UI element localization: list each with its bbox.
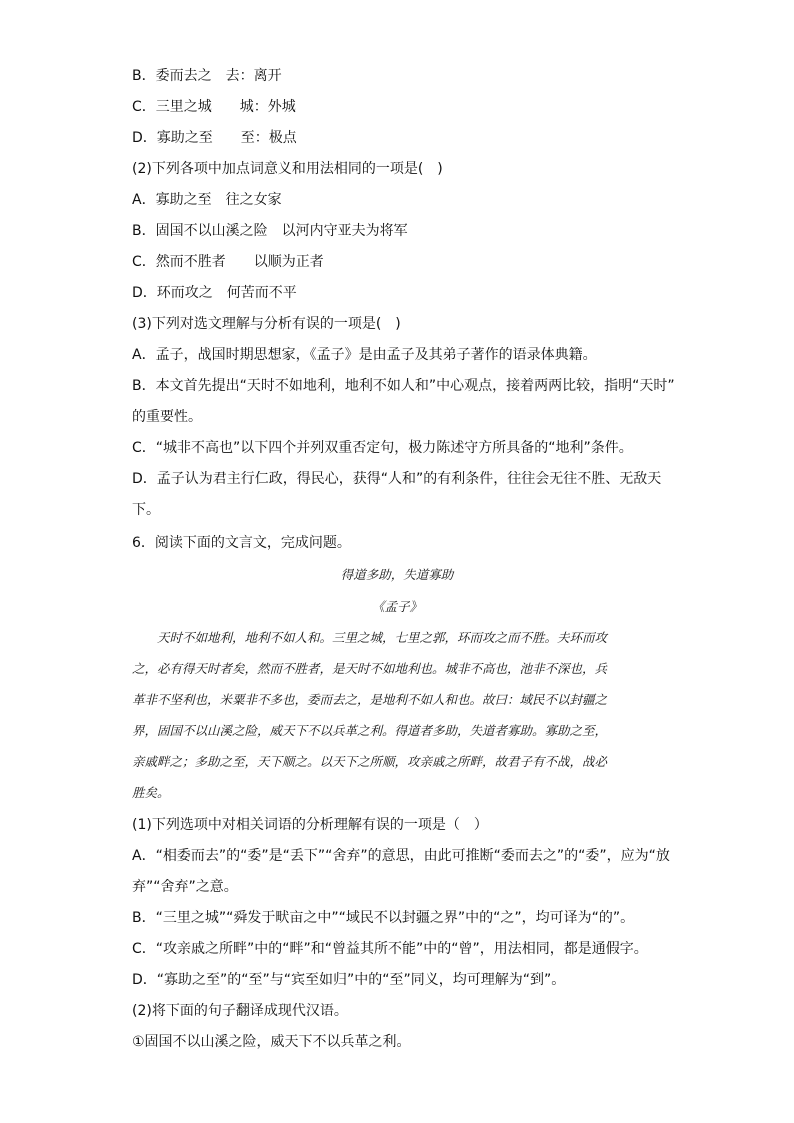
question-6-stem: 6．阅读下面的文言文，完成问题。 [132,535,351,551]
translation-item: ①固国不以山溪之险，威天下不以兵革之利。 [132,1034,411,1050]
option-a: A．孟子，战国时期思想家，《孟子》是由孟子及其弟子著作的语录体典籍。 [132,347,597,363]
option-a: A．寡助之至 往之女家 [132,192,282,208]
passage-line: 界，固国不以山溪之险，威天下不以兵革之利。得道者多助，失道者寡助。寡助之至， [132,723,608,738]
option-c: C．然而不胜者 以顺为正者 [132,254,324,270]
option-b: B．固国不以山溪之险 以河内守亚夫为将军 [132,223,408,239]
passage-author: 《孟子》 [371,599,422,614]
option-d: D．寡助之至 至：极点 [132,130,297,146]
question-stem: (1)下列选项中对相关词语的分析理解有误的一项是（ ） [132,817,488,833]
question-stem: (3)下列对选文理解与分析有误的一项是( ) [132,316,401,332]
passage-line: 胜矣。 [132,785,170,800]
option-b: B．委而去之 去：离开 [132,68,282,84]
passage-line: 之，必有得天时者矣，然而不胜者，是天时不如地利也。城非不高也，池非不深也，兵 [132,661,608,676]
option-b: B．本文首先提出“天时不如地利，地利不如人和”中心观点，接着两两比较，指明“天时” [132,378,675,394]
passage-line: 亲戚畔之；多助之至，天下顺之。以天下之所顺，攻亲戚之所畔，故君子有不战，战必 [132,754,608,769]
option-b-continued: 的重要性。 [132,409,202,425]
question-stem: (2)下列各项中加点词意义和用法相同的一项是( ) [132,161,443,177]
passage-line: 革非不坚利也，米粟非不多也，委而去之，是地利不如人和也。故曰：域民不以封疆之 [132,692,608,707]
option-d: D．环而攻之 何苦而不平 [132,285,297,301]
option-d-continued: 下。 [132,502,160,518]
option-c: C．“城非不高也”以下四个并列双重否定句，极力陈述守方所具备的“地利”条件。 [132,440,633,456]
option-c: C．三里之城 城：外城 [132,99,296,115]
option-a: A．“相委而去”的“委”是“丢下”“舍弃”的意思，由此可推断“委而去之”的“委”，应为“放 [132,848,670,864]
passage-title: 得道多助，失道寡助 [340,567,454,582]
passage-line: 天时不如地利，地利不如人和。三里之城，七里之郭，环而攻之而不胜。夫环而攻 [132,630,608,645]
option-c: C．“攻亲戚之所畔”中的“畔”和“曾益其所不能”中的“曾”，用法相同，都是通假字。 [132,941,648,957]
option-b: B．“三里之城”“舜发于畎亩之中”“域民不以封疆之界”中的“之”，均可译为“的”。 [132,910,635,926]
option-d: D．“寡助之至”的“至”与“宾至如归”中的“至”同义，均可理解为“到”。 [132,972,566,988]
question-stem: (2)将下面的句子翻译成现代汉语。 [132,1003,348,1019]
option-d: D．孟子认为君主行仁政，得民心，获得“人和”的有利条件，往往会无往不胜、无敌天 [132,471,662,487]
option-a-continued: 弃”“舍弃”之意。 [132,879,238,895]
